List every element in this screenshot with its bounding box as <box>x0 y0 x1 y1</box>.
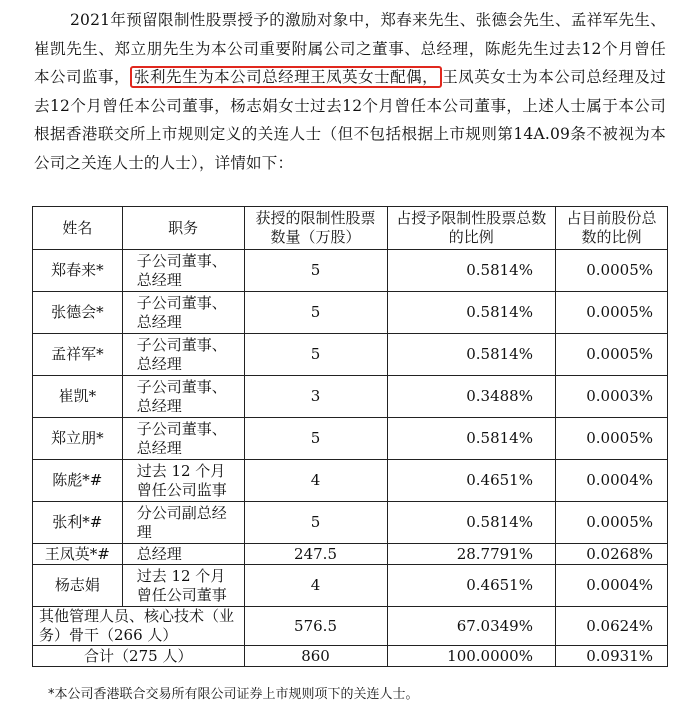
cell-shares: 5 <box>244 292 387 334</box>
cell-name: 崔凯* <box>33 376 123 418</box>
cell-position: 过去 12 个月曾任公司董事 <box>122 565 244 607</box>
cell-grant-ratio: 0.5814% <box>387 334 555 376</box>
cell-shares: 5 <box>244 334 387 376</box>
header-name: 姓名 <box>33 207 123 250</box>
cell-total-shares: 860 <box>244 646 387 667</box>
footnote: *本公司香港联合交易所有限公司证券上市规则项下的关连人士。 <box>48 687 419 702</box>
cell-shares: 5 <box>244 250 387 292</box>
cell-total-ratio: 0.0268% <box>555 544 667 565</box>
cell-position: 总经理 <box>122 544 244 565</box>
cell-position: 子公司董事、总经理 <box>122 418 244 460</box>
header-total-ratio: 占目前股份总数的比例 <box>555 207 667 250</box>
cell-total-ratio: 0.0005% <box>555 502 667 544</box>
table-row <box>33 292 668 334</box>
cell-other-total-ratio: 0.0624% <box>555 607 667 646</box>
table-row <box>33 565 668 607</box>
cell-shares: 4 <box>244 565 387 607</box>
cell-grant-ratio: 0.5814% <box>387 418 555 460</box>
cell-grant-ratio: 0.3488% <box>387 376 555 418</box>
intro-paragraph <box>34 6 666 178</box>
table-header-row <box>33 207 668 250</box>
cell-position: 子公司董事、总经理 <box>122 334 244 376</box>
cell-position: 分公司副总经理 <box>122 502 244 544</box>
cell-other-shares: 576.5 <box>244 607 387 646</box>
table-row <box>33 544 668 565</box>
cell-grant-ratio: 0.4651% <box>387 565 555 607</box>
table-row-other <box>33 607 668 646</box>
cell-total-ratio: 0.0005% <box>555 418 667 460</box>
cell-name: 郑立朋* <box>33 418 123 460</box>
cell-position: 子公司董事、总经理 <box>122 250 244 292</box>
table-row <box>33 460 668 502</box>
cell-name: 张德会* <box>33 292 123 334</box>
cell-name: 杨志娟 <box>33 565 123 607</box>
grant-table <box>32 206 668 667</box>
cell-total-ratio: 0.0005% <box>555 334 667 376</box>
table-row <box>33 250 668 292</box>
cell-grant-ratio: 0.5814% <box>387 292 555 334</box>
cell-name: 陈彪*# <box>33 460 123 502</box>
cell-shares: 3 <box>244 376 387 418</box>
cell-grant-ratio: 0.5814% <box>387 502 555 544</box>
highlighted-text: 张利先生为本公司总经理王凤英女士配偶， <box>130 66 442 88</box>
cell-total-ratio: 0.0004% <box>555 460 667 502</box>
cell-position: 过去 12 个月曾任公司监事 <box>122 460 244 502</box>
cell-name: 王凤英*# <box>33 544 123 565</box>
header-position: 职务 <box>122 207 244 250</box>
cell-total-ratio: 0.0003% <box>555 376 667 418</box>
cell-total-ratio: 0.0004% <box>555 565 667 607</box>
cell-grant-ratio: 0.5814% <box>387 250 555 292</box>
header-shares: 获授的限制性股票数量（万股） <box>244 207 387 250</box>
cell-shares: 247.5 <box>244 544 387 565</box>
cell-name: 郑春来* <box>33 250 123 292</box>
cell-grant-ratio: 0.4651% <box>387 460 555 502</box>
header-grant-ratio: 占授予限制性股票总数的比例 <box>387 207 555 250</box>
table-row <box>33 334 668 376</box>
cell-name: 张利*# <box>33 502 123 544</box>
paragraph-text-before: 2021年预留限制性股票授予的激励对象中，郑春来先生、张德会先生、孟祥军先生、崔凯先生、郑立朋先生为本公司重要附属公司之董事、总经理，陈彪先生过去12个月曾任本公司监事， <box>34 11 666 87</box>
table-row <box>33 376 668 418</box>
cell-total-total-ratio: 0.0931% <box>555 646 667 667</box>
cell-total-ratio: 0.0005% <box>555 250 667 292</box>
cell-position: 子公司董事、总经理 <box>122 292 244 334</box>
cell-other-grant-ratio: 67.0349% <box>387 607 555 646</box>
cell-shares: 4 <box>244 460 387 502</box>
cell-shares: 5 <box>244 502 387 544</box>
cell-grant-ratio: 28.7791% <box>387 544 555 565</box>
cell-total-grant-ratio: 100.0000% <box>387 646 555 667</box>
cell-other-label: 其他管理人员、核心技术（业务）骨干（266 人） <box>33 607 245 646</box>
table-row-total <box>33 646 668 667</box>
table-row <box>33 418 668 460</box>
paragraph-text-after: 王凤英女士为本公司总经理及过去12个月曾任本公司董事，杨志娟女士过去12个月曾任本公司董事，上述人士属于本公司根据香港联交所上市规则定义的关连人士（但不包括根据上市规则第14A.09条不被视为本公司之关连人士的人士），详情如下： <box>34 68 666 172</box>
cell-name: 孟祥军* <box>33 334 123 376</box>
cell-total-label: 合计（275 人） <box>33 646 245 667</box>
cell-position: 子公司董事、总经理 <box>122 376 244 418</box>
cell-shares: 5 <box>244 418 387 460</box>
cell-total-ratio: 0.0005% <box>555 292 667 334</box>
table-row <box>33 502 668 544</box>
